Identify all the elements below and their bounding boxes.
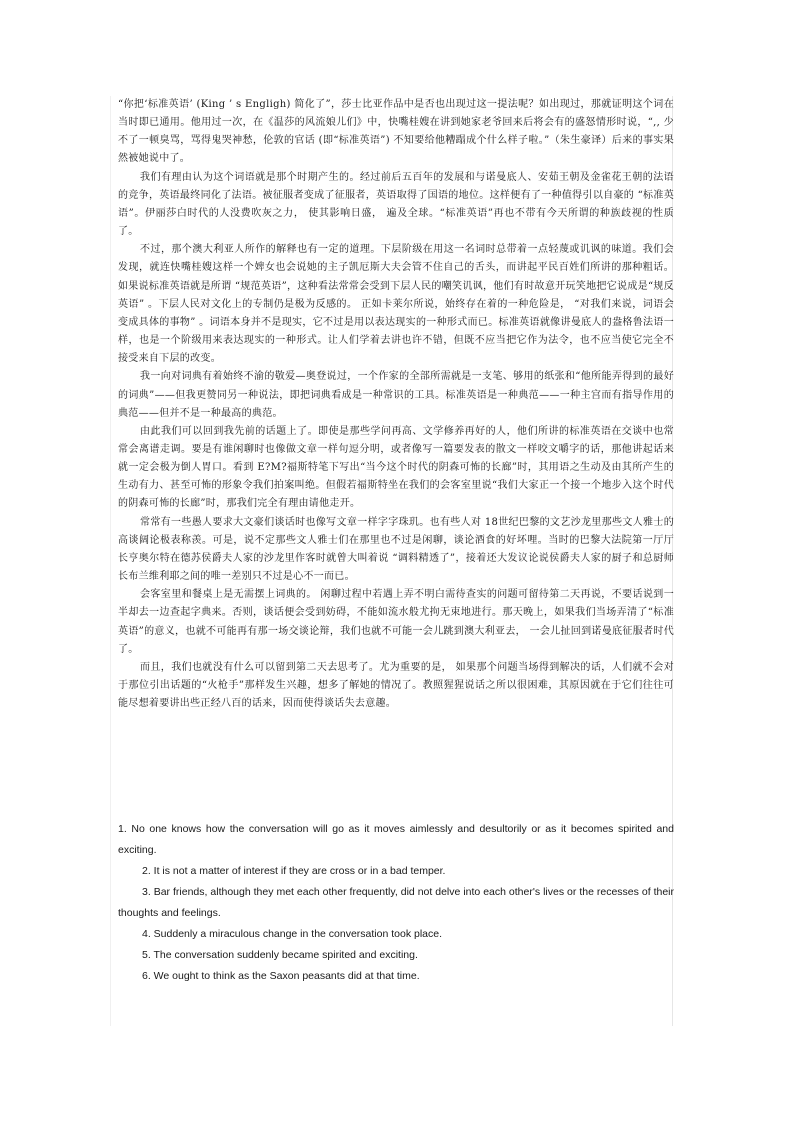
english-exercise-list xyxy=(118,819,674,987)
chinese-body-text xyxy=(118,96,674,713)
exercise-sentence: 5. The conversation suddenly became spirited and exciting. xyxy=(142,949,418,961)
paragraph-australian-explanation: 不过，那个澳大利亚人所作的解释也有一定的道理。下层阶级在用这一名词时总带着一点轻蔑或讥讽的味道。我们会发现，就连快嘴桂嫂这样一个婢女也会说她的主子凯厄斯大夫会管不住自己的舌头，而讲起平民百姓们所讲的那种粗话。 如果说标准英语就是所谓 “规范英语”，这种看法常常会受到下层人民的嘲笑讥讽，他们有时故意开玩笑地把它说成是“规反英语” 。下层人民对文化上的专制仍是极为反感的。 正如卡莱尔所说，始终存在着的一种危险是， “对我们来说，词语会变成具体的事物” 。词语本身并不是现实，它不过是用以表达现实的一种形式而已。标准英语就像讲曼底人的盎格鲁法语一样，也是一个阶级用来表达现实的一种形式。让人们学着去讲也许不错，但既不应当把它作为法令，也不应当使它完全不接受来自下层的改变。 xyxy=(118,244,674,365)
exercise-sentence: 4. Suddenly a miraculous change in the conversation took place. xyxy=(142,928,443,940)
paragraph-no-dictionary-at-table: 会客室里和餐桌上是无需摆上词典的。 闲聊过程中若遇上弄不明白需待查实的问题可留待第二天再说，不要话说到一半却去一边查起字典来。否则，谈话便会受到妨碍，不能如流水般尤拘无束地进行。那天晚上，如果我们当场弄清了“标准英语”的意义，也就不可能再有那一场交谈论辩，我们也就不可能一会儿跳到澳大利亚去， 一会儿扯回到诺曼底征服者时代了。 xyxy=(118,589,674,655)
exercise-sentence: 2. It is not a matter of interest if they are cross or in a bad temper. xyxy=(142,865,446,877)
paragraph-paris-salons: 常常有一些愚人要求大文豪们谈话时也像写文章一样字字珠玑。也有些人对 18世纪巴黎的文艺沙龙里那些文人雅士的高谈阔论极表称羡。可是，说不定那些文人雅士们在那里也不过是闲聊，谈论酒食的好坏哩。当时的巴黎大法院第一厅厅长亨奥尔特在德苏侯爵夫人家的沙龙里作客时就曾大叫着说 “调料精透了”，接着还大发议论说侯爵夫人家的厨子和总厨师长布兰维利耶之间的唯一差别只不过是心不一而已。 xyxy=(118,516,674,583)
paragraph-standard-english-shakespeare: “你把‘标准英语’ (King ’ s Engligh) 简化了”，莎士比亚作品中是否也出现过这一提法呢？如出现过，那就证明这个词在当时即已通用。他用过一次，在《温莎的风流娘儿们》中，快嘴桂嫂在讲到她家老爷回来后将会有的盛怒情形时说，“,, 少不了一顿臭骂，骂得鬼哭神愁，伦敦的官话 (即“标准英语”) 不知要给他糟蹋成个什么样子啦。”（朱生豪译）后来的事实果然被她说中了。 xyxy=(118,99,674,165)
exercise-sentence: 6. We ought to think as the Saxon peasants did at that time. xyxy=(142,970,420,982)
paragraph-dictionary-respect: 我一向对词典有着始终不渝的敬爱—奥登说过，一个作家的全部所需就是一支笔、够用的纸张和“他所能弄得到的最好的词典”——但我更赞同另一种说法，即把词典看成是一种常识的工具。标准英语是一种典范——一种主宫而有指导作用的典范——但并不是一种最高的典范。 xyxy=(118,371,674,419)
exercise-sentence: 1. No one knows how the conversation will go as it moves aimlessly and desultorily or as it becomes spirited and exciting. xyxy=(118,823,674,856)
left-margin-rule xyxy=(110,96,111,1026)
paragraph-origin-of-term: 我们有理由认为这个词语就是那个时期产生的。经过前后五百年的发展和与诺曼底人、安茹王朝及金雀花王朝的法语的竞争，英语最终同化了法语。被征服者变成了征服者，英语取得了国语的地位。这样便有了一种值得引以自豪的 “标准英语”。伊丽莎白时代的人没费吹灰之力， 使其影响日盛， 遍及全球。“标准英语”再也不带有今天所谓的种族歧视的性质了。 xyxy=(118,171,674,238)
paragraph-next-day-thinking: 而且，我们也就没有什么可以留到第二天去思考了。尤为重要的是， 如果那个问题当场得到解决的话，人们就不会对于那位引出话题的“火枪手”那样发生兴趣，想多了解她的情况了。教照猩猩说话之所以很困难，其原因就在于它们往往可能尽想着要讲出些正经八百的话来，因而使得谈话失去意趣。 xyxy=(118,661,674,710)
exercise-sentence: 3. Bar friends, although they met each other frequently, did not delve into each other's lives or the recesses of their thoughts and feelings. xyxy=(118,886,674,919)
paragraph-return-to-topic: 由此我们可以回到我先前的话题上了。即使是那些学问再高、文学修养再好的人，他们所讲的标准英语在交谈中也常常会离谱走调。要是有谁闲聊时也像做文章一样句逗分明，或者像写一篇要发表的散文一样咬文嚼字的话，那他讲起话来就一定会极为倒人胃口。看到 E?M?福斯特笔下写出“当今这个时代的阴森可怖的长廊”时，其用语之生动及由其所产生的生动有力、甚至可怖的形象令我们拍案叫绝。但假若福斯特坐在我们的会客室里说“我们大家正一个接一个地步入这个时代的阴森可怖的长廊”时，那我们完全有理由请他走开。 xyxy=(118,425,674,510)
